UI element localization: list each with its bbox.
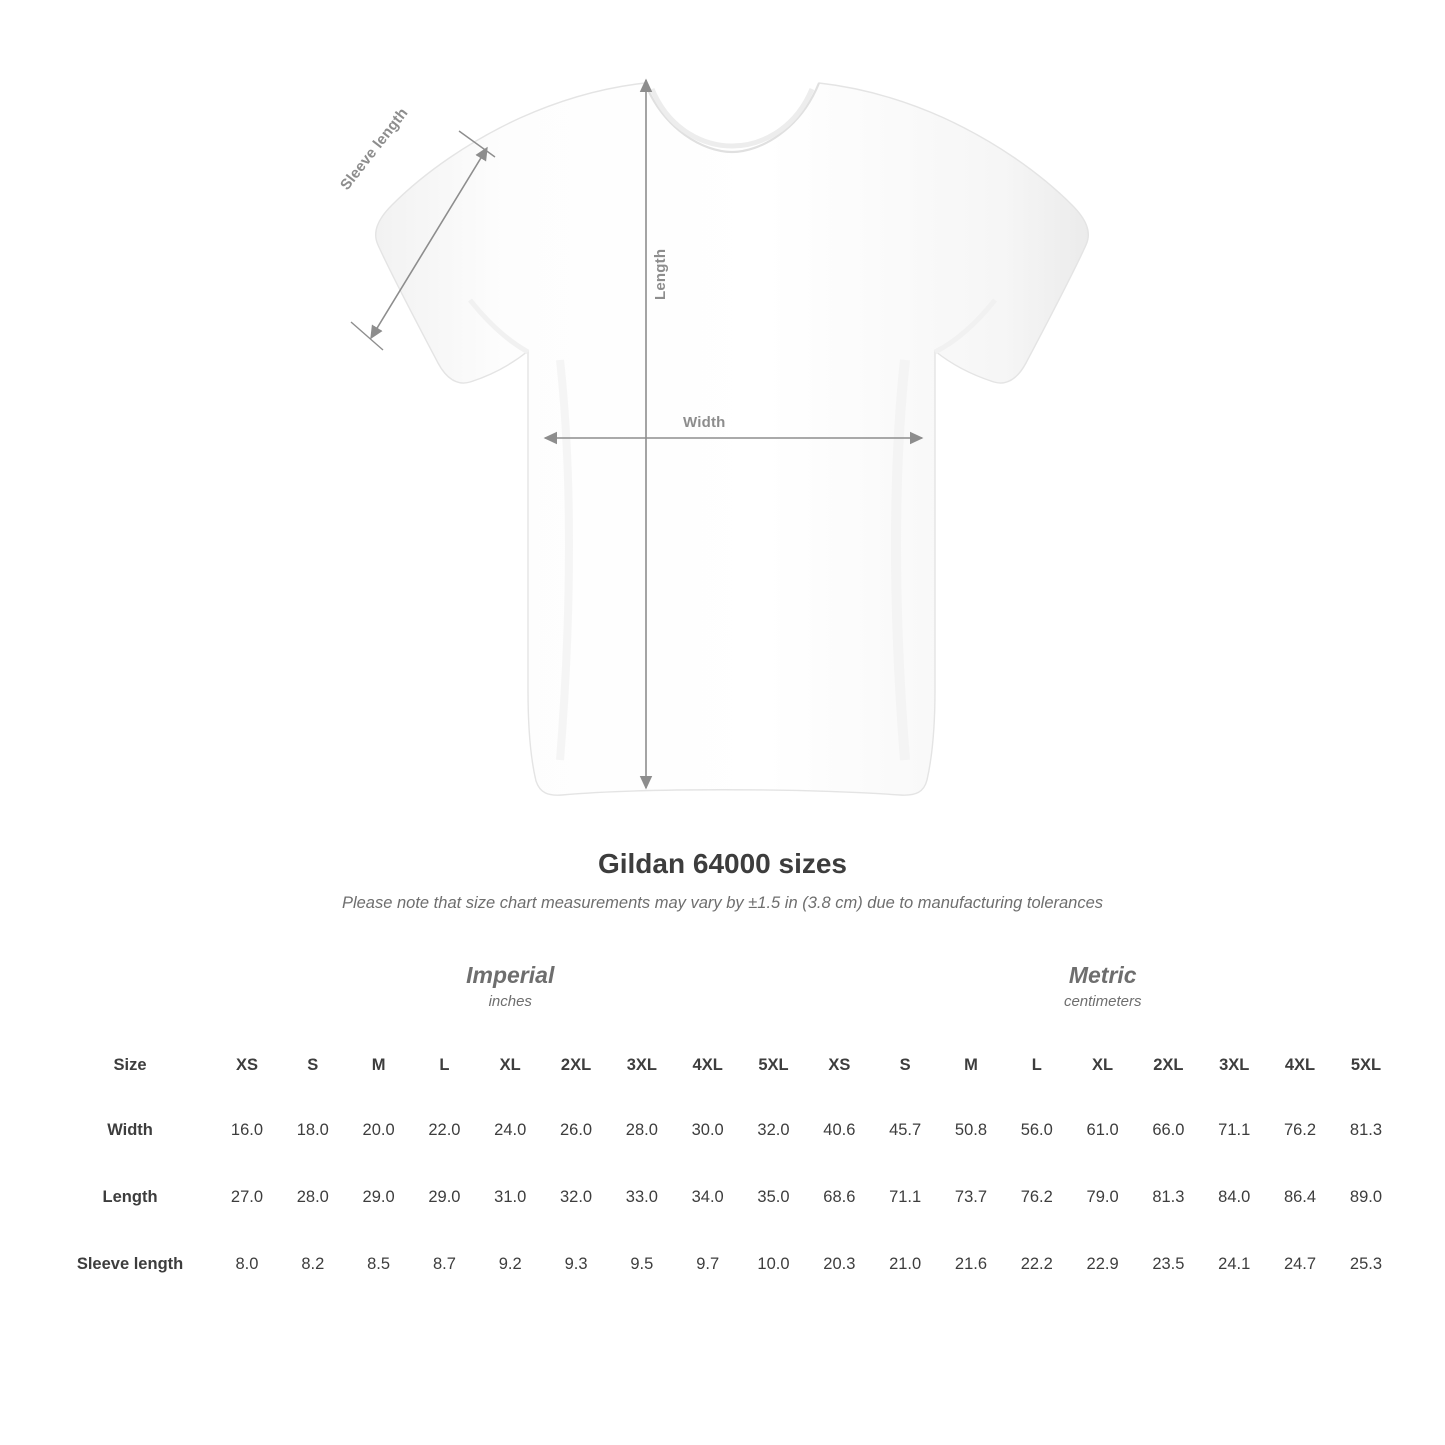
cell-value: 8.5 — [346, 1231, 412, 1298]
cell-value: 71.1 — [1201, 1097, 1267, 1164]
cell-value: 50.8 — [938, 1097, 1004, 1164]
size-header-cell: M — [938, 1034, 1004, 1097]
cell-value: 21.6 — [938, 1231, 1004, 1298]
size-header-cell: 2XL — [543, 1034, 609, 1097]
cell-value: 29.0 — [346, 1164, 412, 1231]
cell-value: 40.6 — [806, 1097, 872, 1164]
length-label: Length — [652, 248, 669, 300]
size-header-cell: 4XL — [675, 1034, 741, 1097]
table-row — [46, 1164, 1399, 1231]
cell-value: 24.7 — [1267, 1231, 1333, 1298]
cell-value: 8.2 — [280, 1231, 346, 1298]
size-header-cell: 3XL — [1201, 1034, 1267, 1097]
cell-value: 28.0 — [609, 1097, 675, 1164]
cell-value: 28.0 — [280, 1164, 346, 1231]
size-header-cell: 5XL — [1333, 1034, 1399, 1097]
cell-value: 20.0 — [346, 1097, 412, 1164]
cell-value: 68.6 — [806, 1164, 872, 1231]
row-label-width: Width — [46, 1097, 214, 1164]
cell-value: 22.9 — [1070, 1231, 1136, 1298]
unit-imperial-sub: inches — [488, 992, 532, 1010]
size-header-cell: L — [412, 1034, 478, 1097]
cell-value: 79.0 — [1070, 1164, 1136, 1231]
cell-value: 89.0 — [1333, 1164, 1399, 1231]
size-header-cell: S — [280, 1034, 346, 1097]
cell-value: 20.3 — [806, 1231, 872, 1298]
cell-value: 33.0 — [609, 1164, 675, 1231]
cell-value: 8.0 — [214, 1231, 280, 1298]
size-header-row — [46, 1034, 1399, 1097]
cell-value: 56.0 — [1004, 1097, 1070, 1164]
unit-imperial-name: Imperial — [466, 962, 555, 988]
cell-value: 66.0 — [1135, 1097, 1201, 1164]
tolerance-note: Please note that size chart measurements may vary by ±1.5 in (3.8 cm) due to manufacturing tolerances — [341, 894, 1104, 912]
unit-imperial — [214, 941, 806, 1034]
width-label: Width — [683, 414, 726, 431]
title-block — [0, 848, 1445, 913]
table-row — [46, 1231, 1399, 1298]
cell-value: 18.0 — [280, 1097, 346, 1164]
cell-value: 27.0 — [214, 1164, 280, 1231]
page-title: Gildan 64000 sizes — [597, 848, 848, 879]
cell-value: 35.0 — [741, 1164, 807, 1231]
cell-value: 25.3 — [1333, 1231, 1399, 1298]
cell-value: 24.1 — [1201, 1231, 1267, 1298]
cell-value: 30.0 — [675, 1097, 741, 1164]
cell-value: 21.0 — [872, 1231, 938, 1298]
row-label-sleeve-length: Sleeve length — [46, 1231, 214, 1298]
cell-value: 16.0 — [214, 1097, 280, 1164]
size-table-wrap — [46, 941, 1399, 1298]
cell-value: 84.0 — [1201, 1164, 1267, 1231]
size-header-cell: XS — [806, 1034, 872, 1097]
cell-value: 76.2 — [1267, 1097, 1333, 1164]
shirt-shape — [376, 83, 1089, 795]
cell-value: 73.7 — [938, 1164, 1004, 1231]
size-header-cell: XL — [1070, 1034, 1136, 1097]
sleeve-length-label: Sleeve length — [337, 104, 412, 194]
cell-value: 32.0 — [741, 1097, 807, 1164]
cell-value: 8.7 — [412, 1231, 478, 1298]
cell-value: 86.4 — [1267, 1164, 1333, 1231]
cell-value: 31.0 — [477, 1164, 543, 1231]
cell-value: 61.0 — [1070, 1097, 1136, 1164]
cell-value: 9.5 — [609, 1231, 675, 1298]
size-header-cell: XL — [477, 1034, 543, 1097]
unit-metric-name: Metric — [1068, 962, 1137, 988]
cell-value: 26.0 — [543, 1097, 609, 1164]
cell-value: 9.3 — [543, 1231, 609, 1298]
cell-value: 45.7 — [872, 1097, 938, 1164]
size-header-cell: XS — [214, 1034, 280, 1097]
cell-value: 22.2 — [1004, 1231, 1070, 1298]
cell-value: 23.5 — [1135, 1231, 1201, 1298]
cell-value: 10.0 — [741, 1231, 807, 1298]
cell-value: 29.0 — [412, 1164, 478, 1231]
cell-value: 22.0 — [412, 1097, 478, 1164]
cell-value: 76.2 — [1004, 1164, 1070, 1231]
table-row — [46, 1097, 1399, 1164]
cell-value: 9.7 — [675, 1231, 741, 1298]
unit-metric — [806, 941, 1399, 1034]
size-header-cell: L — [1004, 1034, 1070, 1097]
cell-value: 81.3 — [1333, 1097, 1399, 1164]
cell-value: 24.0 — [477, 1097, 543, 1164]
cell-value: 9.2 — [477, 1231, 543, 1298]
cell-value: 32.0 — [543, 1164, 609, 1231]
cell-value: 81.3 — [1135, 1164, 1201, 1231]
size-header-cell: 3XL — [609, 1034, 675, 1097]
unit-header-spacer — [46, 941, 214, 1034]
size-header-cell: 4XL — [1267, 1034, 1333, 1097]
size-header-cell: 2XL — [1135, 1034, 1201, 1097]
size-header-cell: 5XL — [741, 1034, 807, 1097]
cell-value: 34.0 — [675, 1164, 741, 1231]
size-header-cell: S — [872, 1034, 938, 1097]
size-header-label: Size — [46, 1034, 214, 1097]
row-label-length: Length — [46, 1164, 214, 1231]
unit-metric-sub: centimeters — [1063, 992, 1142, 1010]
size-table — [46, 941, 1399, 1298]
size-header-cell: M — [346, 1034, 412, 1097]
unit-header-row — [46, 941, 1399, 1034]
cell-value: 71.1 — [872, 1164, 938, 1231]
